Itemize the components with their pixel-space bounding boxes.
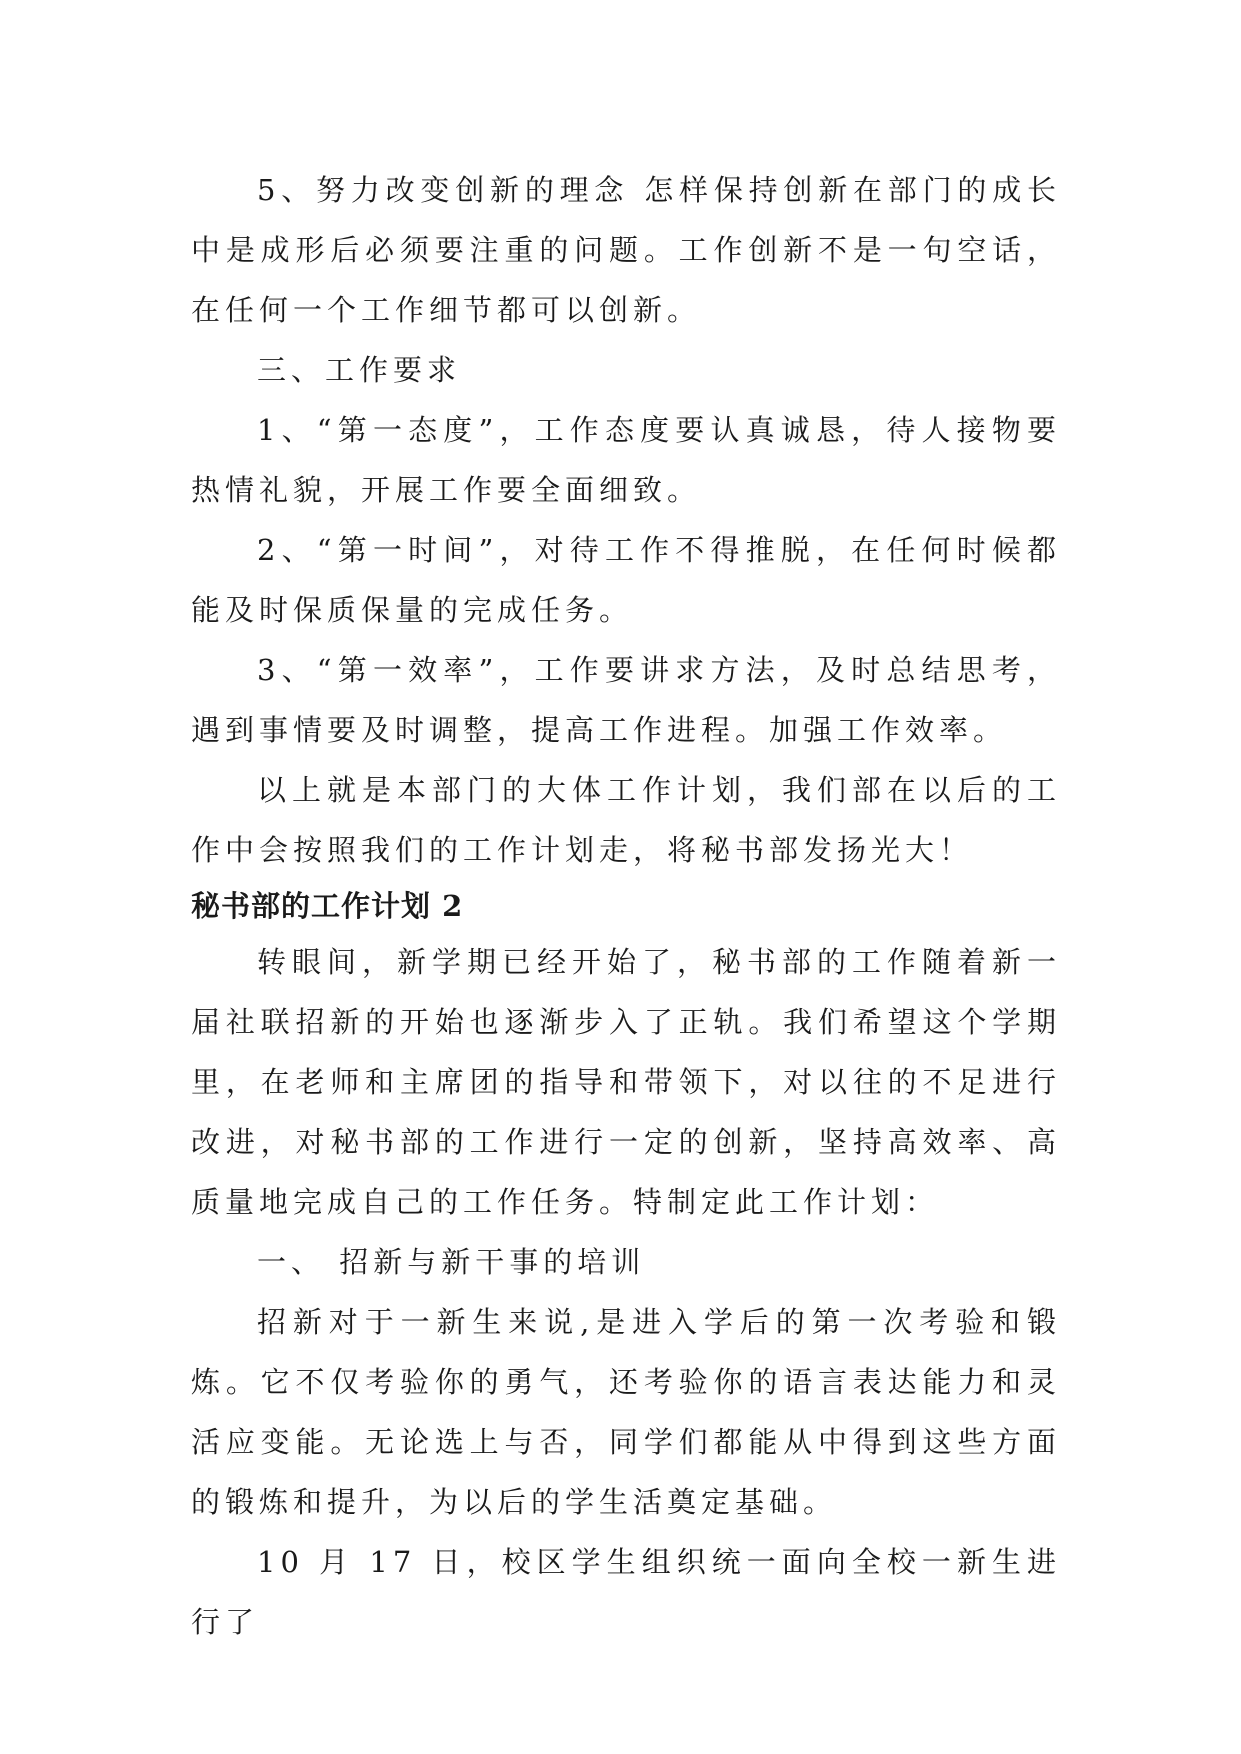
paragraph-recruitment: 招新对于一新生来说,是进入学后的第一次考验和锻炼。它不仅考验你的勇气，还考验你的语言表达能力和灵活应变能。无论选上与否，同学们都能从中得到这些方面的锻炼和提升，为以后的学生活奠定基础。 [191, 1305, 1061, 1519]
paragraph-innovation: 5、努力改变创新的理念 怎样保持创新在部门的成长中是成形后必须要注重的问题。工作创新不是一句空话，在任何一个工作细节都可以创新。 [191, 173, 1061, 327]
paragraph-intro: 转眼间，新学期已经开始了，秘书部的工作随着新一届社联招新的开始也逐渐步入了正轨。我们希望这个学期里，在老师和主席团的指导和带领下，对以往的不足进行改进，对秘书部的工作进行一定的创新，坚持高效率、高质量地完成自己的工作任务。特制定此工作计划： [191, 945, 1061, 1219]
paragraph-time: 2、“第一时间”，对待工作不得推脱，在任何时候都能及时保质保量的完成任务。 [191, 533, 1061, 627]
paragraph-attitude: 1、“第一态度”，工作态度要认真诚恳，待人接物要热情礼貌，开展工作要全面细致。 [191, 413, 1061, 507]
document-page [191, 160, 1061, 1652]
paragraph-efficiency: 3、“第一效率”，工作要讲求方法，及时总结思考，遇到事情要及时调整，提高工作进程。加强工作效率。 [191, 653, 1061, 747]
section-title: 秘书部的工作计划 2 [191, 889, 464, 923]
heading-recruitment: 一、 招新与新干事的培训 [257, 1245, 646, 1279]
paragraph-date: 10 月 17 日，校区学生组织统一面向全校一新生进行了 [191, 1545, 1061, 1639]
heading-work-requirements: 三、工作要求 [257, 353, 462, 387]
paragraph-conclusion: 以上就是本部门的大体工作计划，我们部在以后的工作中会按照我们的工作计划走，将秘书部发扬光大！ [191, 773, 1061, 867]
